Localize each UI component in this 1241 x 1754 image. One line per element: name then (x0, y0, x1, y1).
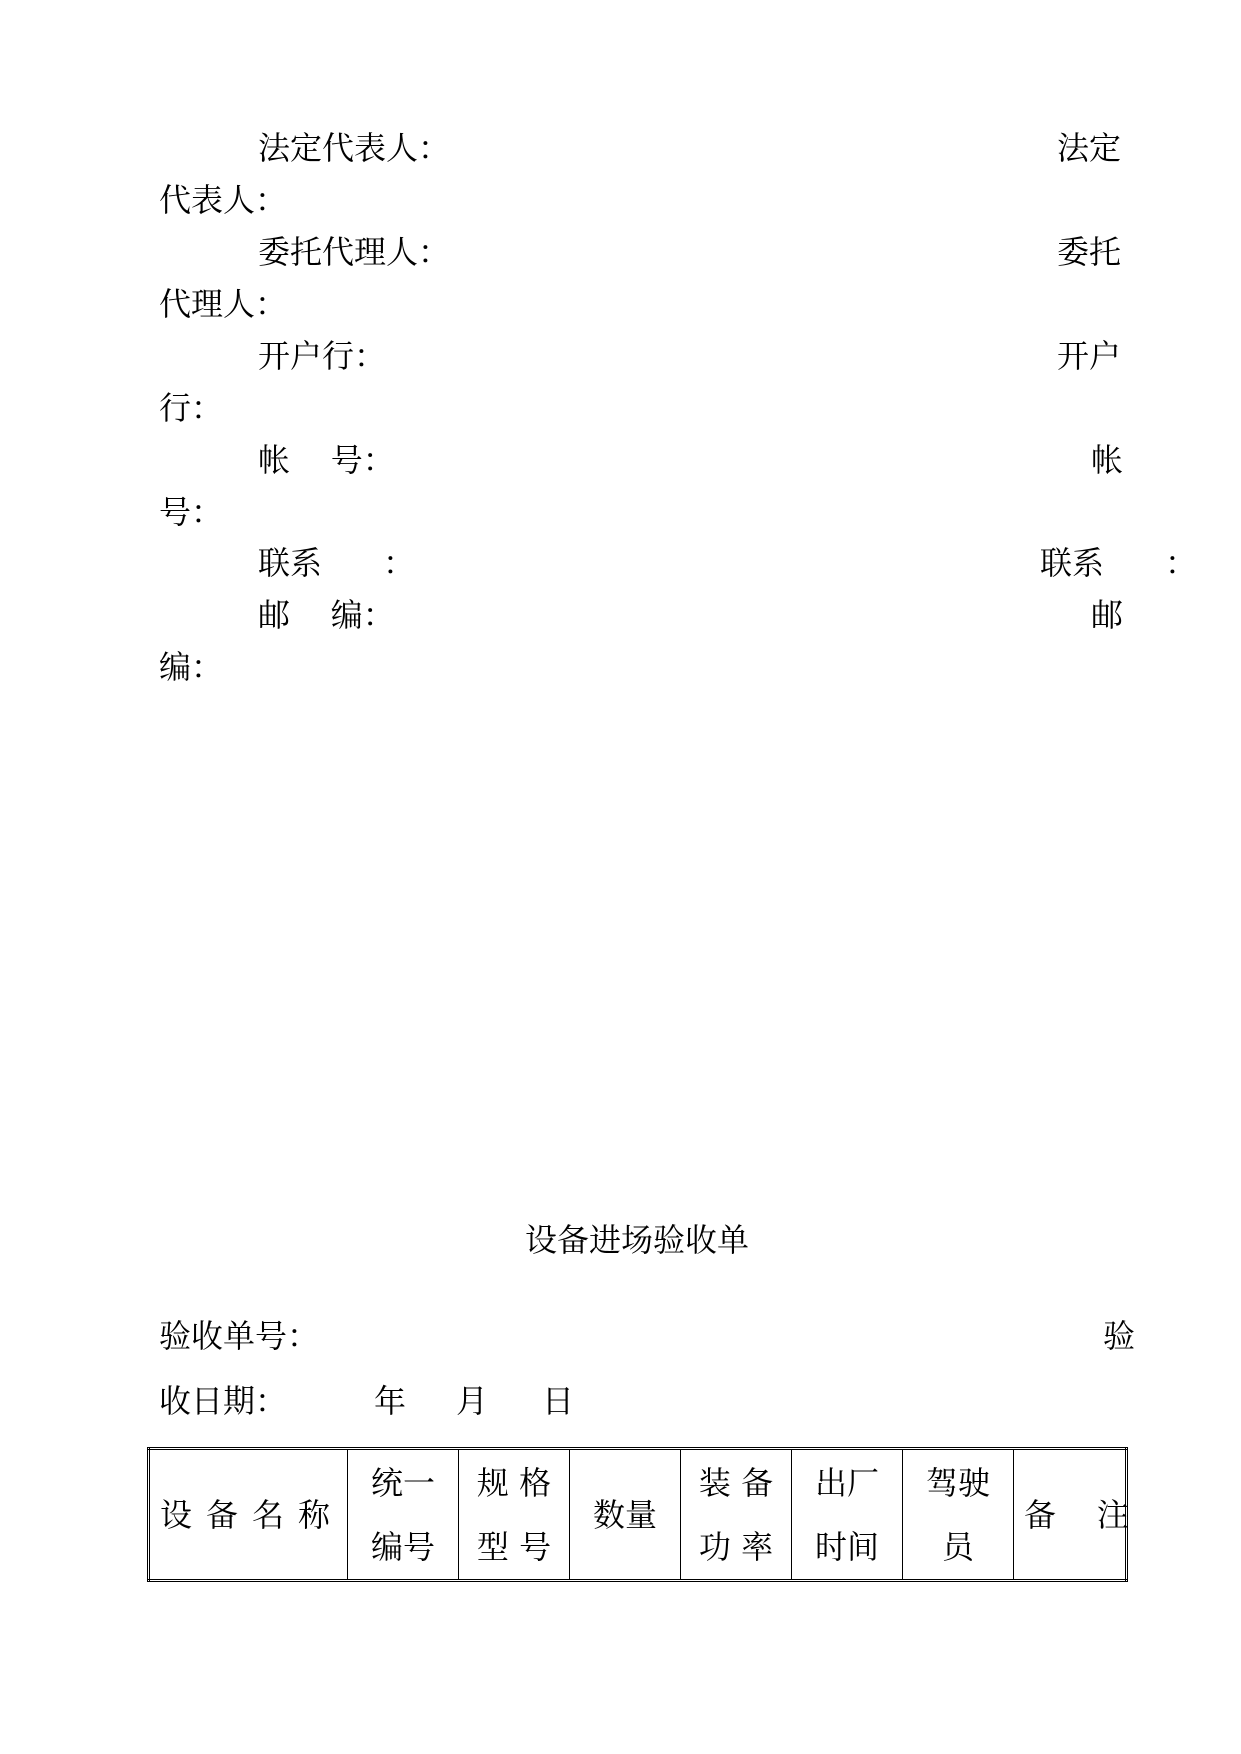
date-month-label: 月 (456, 1382, 489, 1420)
party-b-agent-label-part2: 代理人： (159, 285, 288, 323)
party-b-bank-label-part2: 行： (159, 389, 224, 427)
party-b-account-label-part2: 号： (159, 493, 224, 531)
col-header-spec-model: 规 格 型 号 (459, 1449, 570, 1581)
col-header-quantity: 数量 (570, 1449, 681, 1581)
col-header-remarks: 备 注 (1014, 1449, 1127, 1581)
party-b-postcode-label-part2: 编： (159, 648, 224, 686)
party-a-legal-rep-label: 法定代表人： (258, 129, 451, 167)
date-day-label: 日 (542, 1382, 575, 1420)
col-header-driver: 驾驶 员 (903, 1449, 1014, 1581)
col-header-manufacture-date: 出厂 时间 (792, 1449, 903, 1581)
col-header-equipment-power: 装 备 功 率 (681, 1449, 792, 1581)
party-b-agent-label-part1: 委托 (1057, 233, 1122, 271)
table-header-row (149, 1449, 1127, 1581)
equipment-table (147, 1447, 1128, 1582)
receipt-number-label: 验收单号： (159, 1317, 320, 1355)
form-title: 设备进场验收单 (525, 1221, 750, 1259)
party-b-legal-rep-label-part2: 代表人： (159, 181, 288, 219)
party-b-account-label-part1: 帐 (1091, 441, 1124, 479)
date-year-label: 年 (374, 1382, 407, 1420)
party-a-agent-label: 委托代理人： (258, 233, 451, 271)
party-b-bank-label-part1: 开户 (1057, 337, 1122, 375)
party-b-contact-label: 联系 ： (1040, 544, 1198, 582)
party-a-contact-label: 联系 ： (258, 544, 416, 582)
party-b-legal-rep-label-part1: 法定 (1057, 129, 1122, 167)
party-a-postcode-label: 邮 编： (258, 596, 395, 634)
party-b-postcode-label-part1: 邮 (1091, 596, 1124, 634)
receipt-date-label-part1: 验 (1103, 1317, 1136, 1355)
receipt-date-label-part2: 收日期： (159, 1382, 288, 1420)
col-header-unified-number: 统一 编号 (348, 1449, 459, 1581)
col-header-equipment-name: 设备名称 (149, 1449, 348, 1581)
party-a-account-label: 帐 号： (258, 441, 395, 479)
party-a-bank-label: 开户行： (258, 337, 387, 375)
